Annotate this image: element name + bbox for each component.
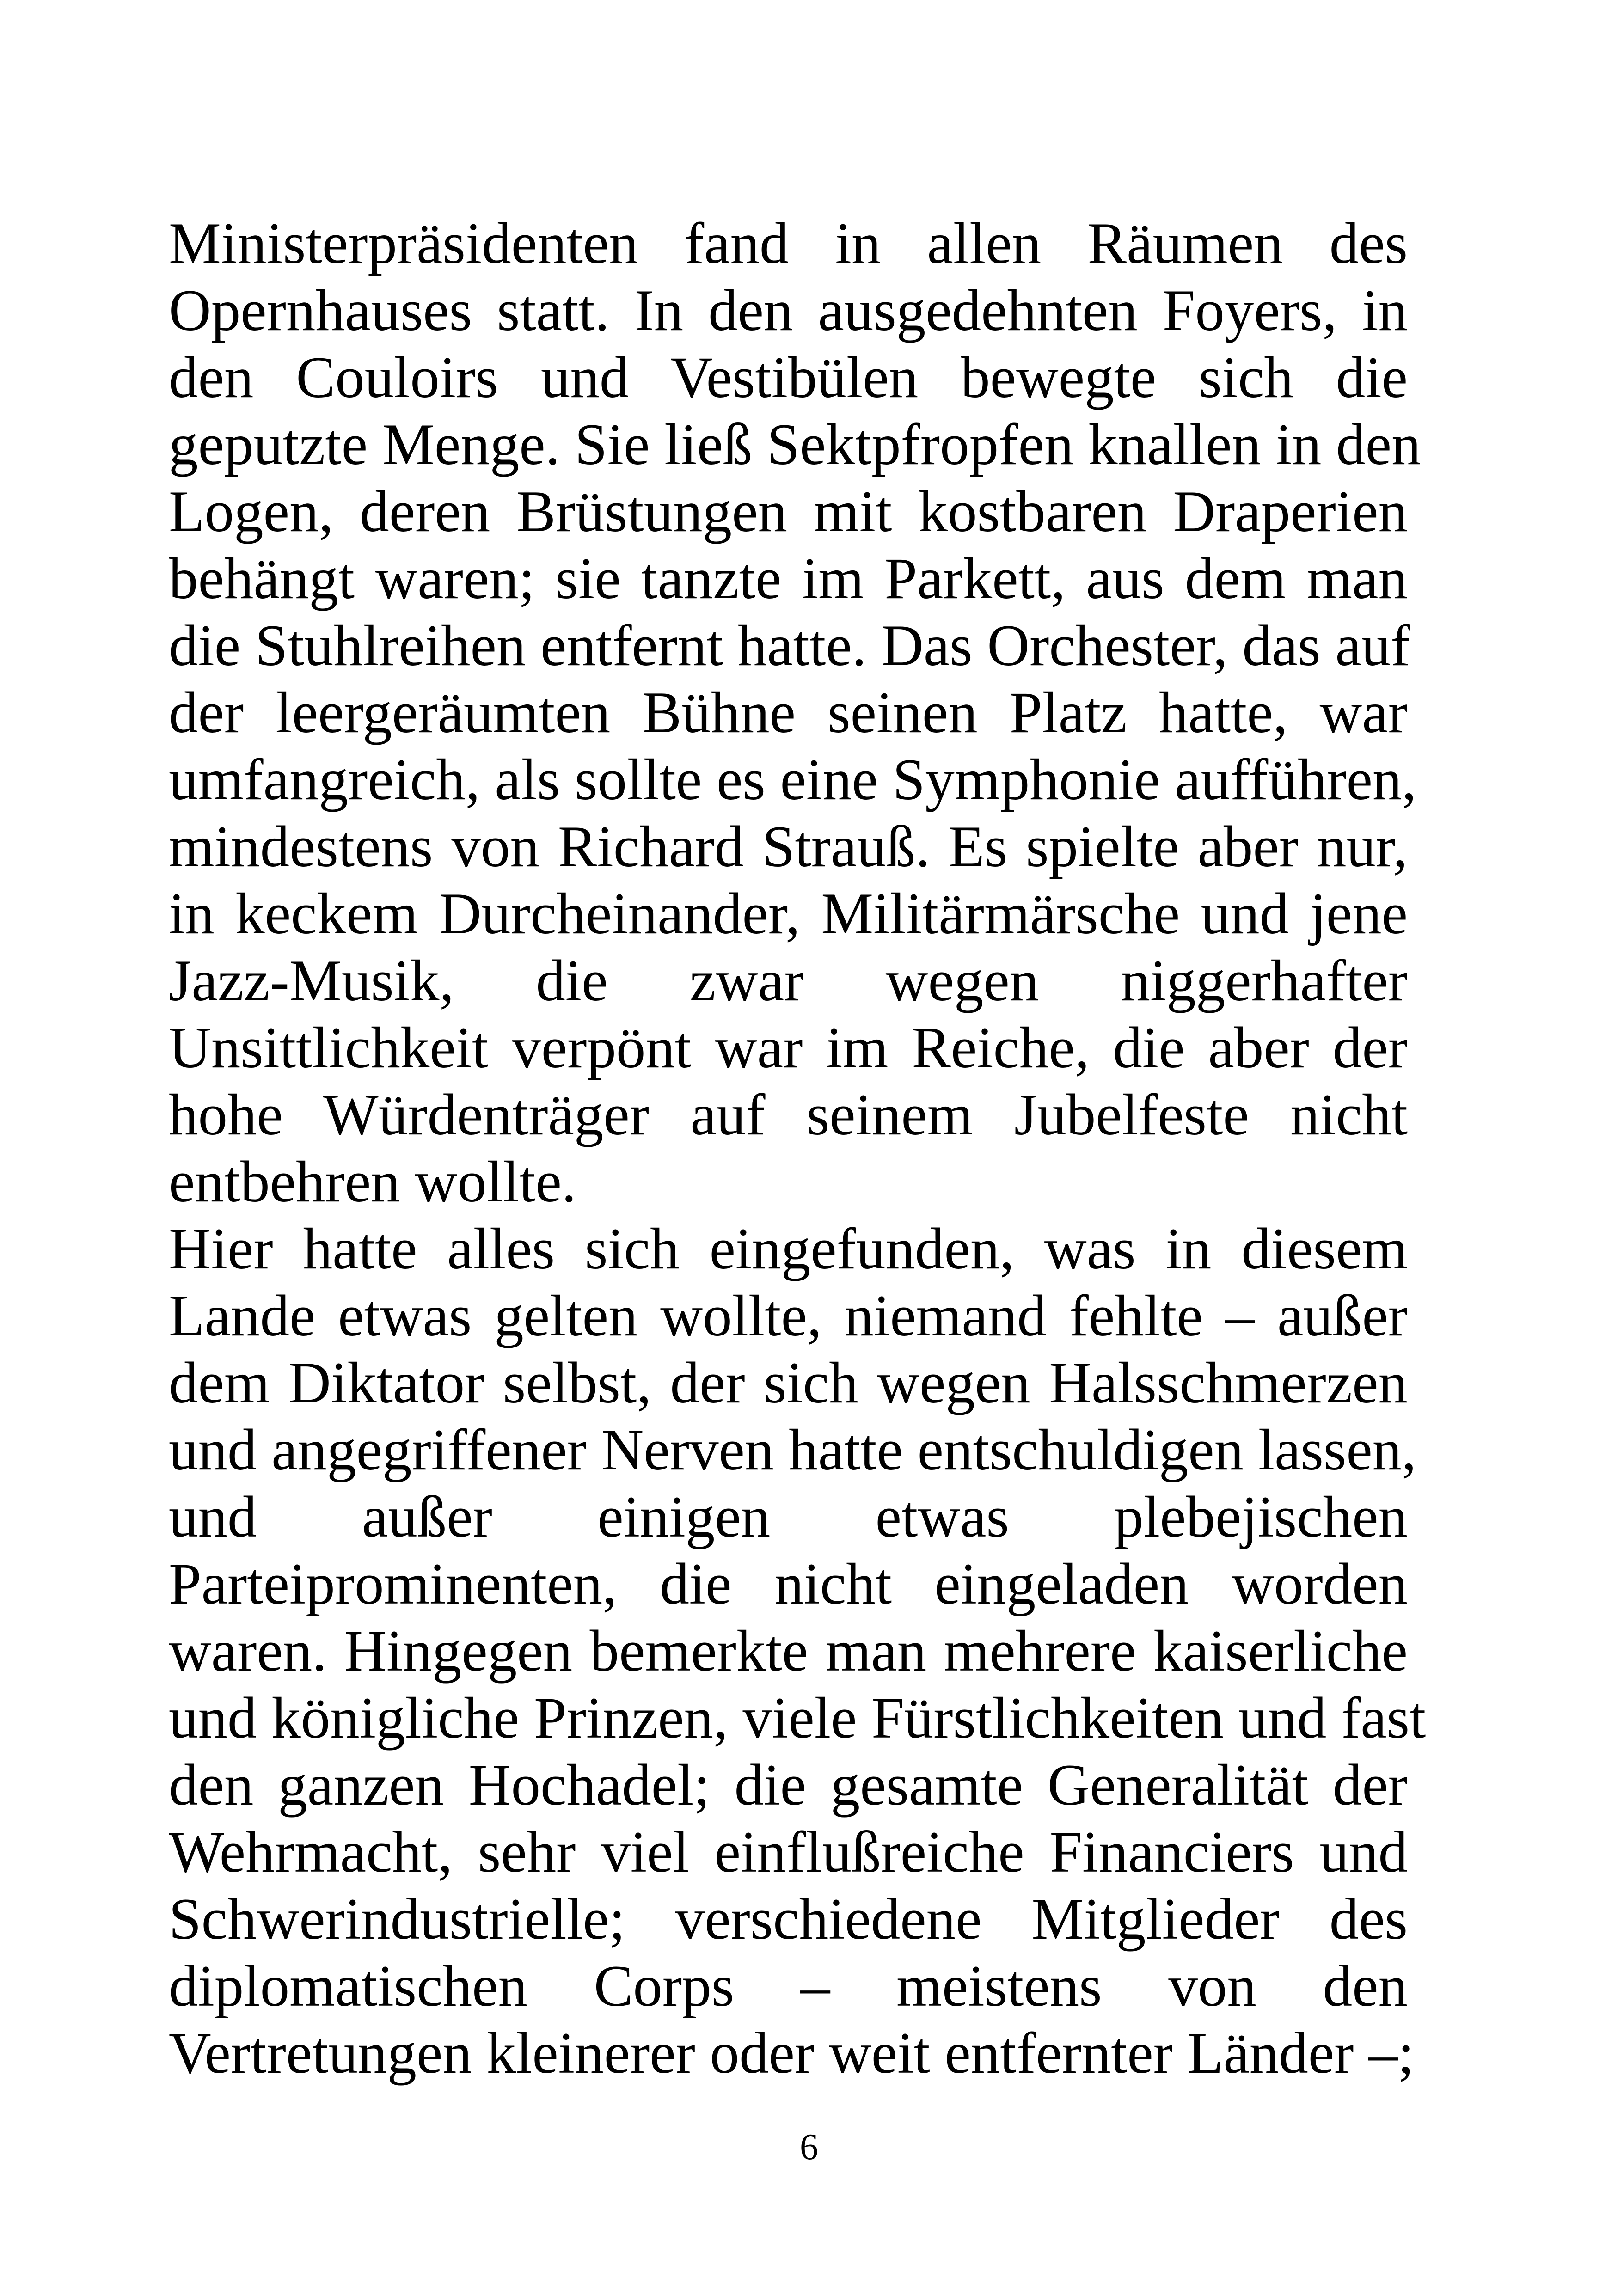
text-line: der leergeräumten Bühne seinen Platz hatte, war	[169, 680, 1408, 745]
text-line: Lande etwas gelten wollte, niemand fehlte – außer	[169, 1284, 1408, 1348]
text-line: und außer einigen etwas plebejischen	[169, 1485, 1408, 1549]
text-line: Logen, deren Brüstungen mit kostbaren Draperien	[169, 479, 1408, 544]
text-line: waren. Hingegen bemerkte man mehrere kaiserliche	[169, 1619, 1408, 1684]
text-line: Unsittlichkeit verpönt war im Reiche, die aber der	[169, 1016, 1408, 1080]
text-line: entbehren wollte.	[169, 1150, 576, 1214]
text-line: die Stuhlreihen entfernt hatte. Das Orchester, das auf	[169, 613, 1410, 678]
text-line: dem Diktator selbst, der sich wegen Halsschmerzen	[169, 1351, 1408, 1415]
text-line: Parteiprominenten, die nicht eingeladen worden	[169, 1552, 1408, 1616]
text-line: in keckem Durcheinander, Militärmärsche und jene	[169, 882, 1408, 946]
text-line: Opernhauses statt. In den ausgedehnten Foyers, in	[169, 278, 1408, 343]
text-line: Schwerindustrielle; verschiedene Mitglieder des	[169, 1887, 1408, 1952]
text-line: und angegriffener Nerven hatte entschuldigen lassen,	[169, 1418, 1416, 1482]
body-text	[169, 210, 1426, 2087]
paragraph-1	[169, 210, 1421, 1216]
text-line: und königliche Prinzen, viele Fürstlichkeiten und fast	[169, 1686, 1426, 1751]
text-line: den Couloirs und Vestibülen bewegte sich die	[169, 345, 1408, 410]
text-line: den ganzen Hochadel; die gesamte Generalität der	[169, 1753, 1408, 1818]
text-line: Vertretungen kleinerer oder weit entfernter Länder –;	[169, 2021, 1414, 2086]
page-number: 6	[800, 2127, 818, 2167]
text-line: Hier hatte alles sich eingefunden, was in diesem	[169, 1217, 1408, 1281]
text-line: Ministerpräsidenten fand in allen Räumen des	[169, 211, 1408, 276]
text-line: Wehrmacht, sehr viel einflußreiche Financiers und	[169, 1820, 1408, 1885]
text-line: mindestens von Richard Strauß. Es spielte aber nur,	[169, 814, 1408, 879]
text-line: behängt waren; sie tanzte im Parkett, aus dem man	[169, 546, 1408, 611]
text-line: umfangreich, als sollte es eine Symphonie aufführen,	[169, 747, 1417, 812]
text-line: hohe Würdenträger auf seinem Jubelfeste nicht	[169, 1083, 1408, 1147]
paragraph-2	[169, 1216, 1426, 2087]
text-line: Jazz-Musik, die zwar wegen niggerhafter	[169, 949, 1408, 1013]
text-line: geputzte Menge. Sie ließ Sektpfropfen knallen in den	[169, 412, 1421, 477]
text-line: diplomatischen Corps – meistens von den	[169, 1954, 1408, 2019]
